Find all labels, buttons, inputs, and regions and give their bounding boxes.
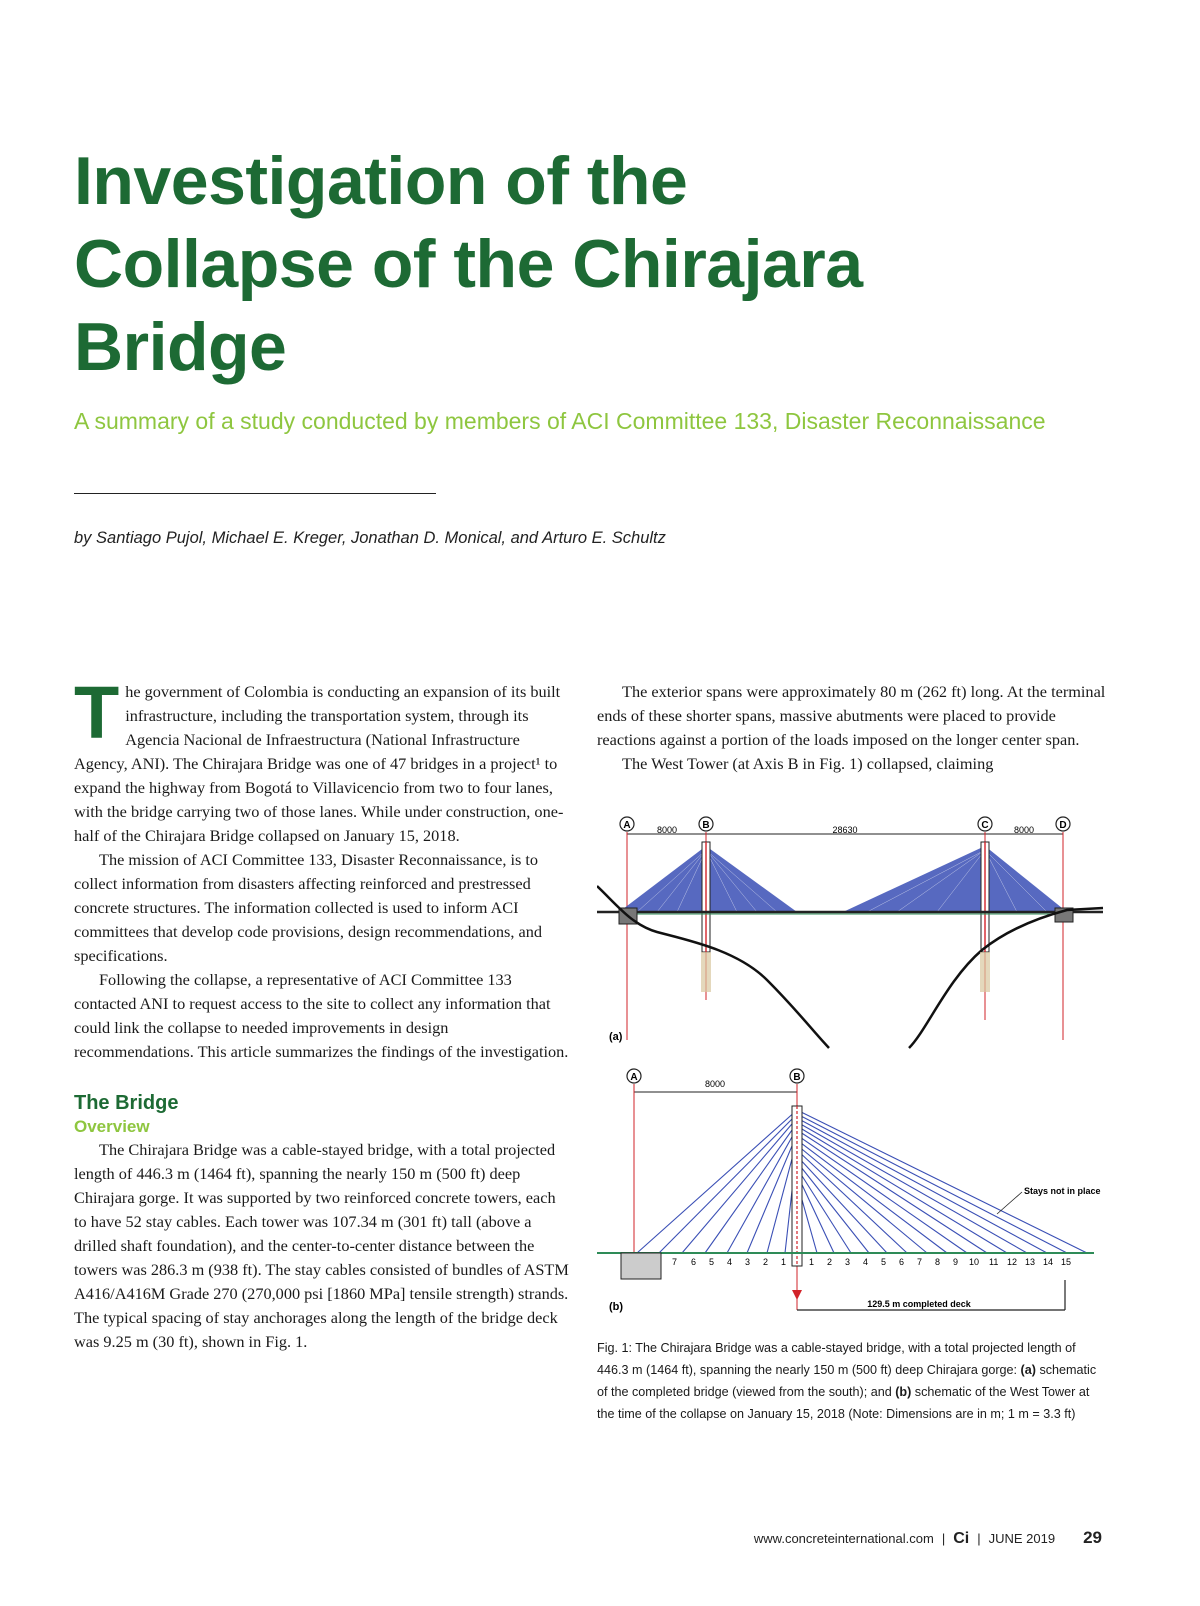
subsection-heading-overview: Overview	[74, 1117, 150, 1136]
caption-text-2: schematic of the completed bridge (viewed from the south); and	[597, 1363, 1097, 1399]
station-right-12: 12	[1007, 1257, 1018, 1267]
caption-label: Fig. 1:	[597, 1341, 632, 1355]
section-heading-bridge: The Bridge	[74, 1092, 179, 1114]
axis-label-a-b: A	[630, 1072, 638, 1083]
caption-b: (b)	[895, 1385, 912, 1399]
dimension-c: 8000	[1013, 825, 1035, 835]
station-left-6: 6	[691, 1257, 697, 1267]
article-title: Investigation of the Collapse of the Chirajara Bridge	[74, 143, 863, 385]
terrain-east	[909, 908, 1103, 1048]
axis-label-c: C	[981, 820, 989, 831]
station-right-10: 10	[969, 1257, 980, 1267]
article-subtitle: A summary of a study conducted by members of ACI Committee 133, Disaster Reconnaissance	[74, 408, 1046, 434]
footer-separator-2: |	[977, 1531, 981, 1546]
panel-label-b: (b)	[609, 1301, 624, 1313]
station-right-11: 11	[989, 1257, 999, 1267]
abutment-b	[621, 1253, 661, 1279]
figure-1	[597, 810, 1107, 1335]
left-column	[74, 671, 572, 1354]
intro-text: he government of Colombia is conducting an expansion of its built infrastructure, including the transportation system, through its Agencia Nacional de Infraestructura (National Infrastructure Agency, ANI). The Chirajara Bridge was one of 47 bridges in a project¹ to expand the highway from Bogotá to Villavicencio from two to four lanes, with the bridge carrying two of those lanes. While under construction, one-half of the Chirajara Bridge collapsed on January 15, 2018.	[74, 682, 564, 845]
axis-label-d: D	[1059, 820, 1067, 831]
east-foundation	[980, 952, 990, 992]
station-left-7: 7	[672, 1257, 678, 1267]
paragraph-west-tower: The West Tower (at Axis B in Fig. 1) collapsed, claiming	[622, 754, 994, 773]
figure-caption	[597, 1337, 1097, 1425]
cable-fan-east	[843, 846, 1067, 912]
cables-b	[637, 1110, 1087, 1253]
paragraph-mission: The mission of ACI Committee 133, Disaster Reconnaissance, is to collect information from disasters affecting reinforced and prestressed concrete structures. The information collected is used to inform ACI committees that develop code provisions, design recommendations, and specifications.	[74, 850, 542, 965]
station-right-3: 3	[845, 1257, 851, 1267]
intro-paragraph	[74, 671, 572, 848]
paragraph-overview: The Chirajara Bridge was a cable-stayed bridge, with a total projected length of 446.3 m (1464 ft), spanning the nearly 150 m (500 ft) deep Chirajara gorge. It was supported by two reinforced concrete towers, each to have 52 stay cables. Each tower was 107.34 m (301 ft) tall (above a drilled shaft foundation), and the center-to-center distance between the towers was 286.3 m (938 ft). The stay cables consisted of bundles of ASTM A416/A416M Grade 270 (270,000 psi [1860 MPa] tensile strength) strands. The typical spacing of stay anchorages along the length of the bridge deck was 9.25 m (30 ft), shown in Fig. 1.	[74, 1140, 569, 1351]
station-right-15: 15	[1061, 1257, 1072, 1267]
panel-b	[597, 1069, 1101, 1313]
dimension-a: 8000	[656, 825, 678, 835]
west-foundation	[701, 952, 711, 992]
caption-text-3: schematic of the West Tower at the time of the collapse on January 15, 2018 (Note: Dimensions are in m; 1 m = 3.3 ft)	[597, 1385, 1090, 1421]
station-left-1: 1	[781, 1257, 787, 1267]
station-right-13: 13	[1025, 1257, 1036, 1267]
page-number: 29	[1083, 1528, 1102, 1547]
station-left-3: 3	[745, 1257, 751, 1267]
title-divider	[74, 493, 436, 494]
caption-text-1: The Chirajara Bridge was a cable-stayed bridge, with a total projected length of 446.3 m (1464 ft), spanning the nearly 150 m (500 ft) deep Chirajara gorge:	[597, 1341, 1076, 1377]
panel-a	[597, 817, 1103, 1048]
deck-note: 129.5 m completed deck	[867, 1299, 971, 1309]
panel-label-a: (a)	[609, 1031, 623, 1043]
drop-cap: T	[74, 671, 120, 754]
axis-label-b: B	[702, 820, 710, 831]
station-left-5: 5	[709, 1257, 715, 1267]
station-right-1: 1	[809, 1257, 815, 1267]
deck-stations	[672, 1257, 1071, 1267]
station-right-14: 14	[1043, 1257, 1054, 1267]
paragraph-exterior-spans: The exterior spans were approximately 80 m (262 ft) long. At the terminal ends of these shorter spans, massive abutments were placed to provide reactions against a portion of the loads imposed on the longer center span.	[597, 682, 1106, 749]
footer-issue: JUNE 2019	[988, 1531, 1056, 1546]
caption-a: (a)	[1020, 1363, 1036, 1377]
dimension-ab: 8000	[704, 1079, 726, 1089]
station-right-5: 5	[881, 1257, 887, 1267]
station-left-2: 2	[763, 1257, 769, 1267]
axis-label-b-b: B	[793, 1072, 801, 1083]
station-left-4: 4	[727, 1257, 733, 1267]
tower-base-marker	[792, 1290, 802, 1300]
station-right-4: 4	[863, 1257, 869, 1267]
axis-label-a: A	[623, 820, 631, 831]
article-byline: by Santiago Pujol, Michael E. Kreger, Jonathan D. Monical, and Arturo E. Schultz	[74, 529, 666, 547]
page-footer	[754, 1528, 1102, 1548]
station-right-7: 7	[917, 1257, 923, 1267]
station-right-6: 6	[899, 1257, 905, 1267]
footer-brand: Ci	[953, 1530, 970, 1547]
stays-note: Stays not in place	[1024, 1186, 1101, 1196]
stays-note-leader	[997, 1192, 1022, 1214]
right-column	[597, 680, 1107, 776]
station-right-8: 8	[935, 1257, 941, 1267]
dimension-b: 28630	[832, 825, 858, 835]
bridge-schematic	[597, 810, 1107, 1330]
footer-url[interactable]: www.concreteinternational.com	[753, 1531, 934, 1546]
footer-separator: |	[941, 1531, 946, 1546]
station-right-2: 2	[827, 1257, 833, 1267]
paragraph-following: Following the collapse, a representative of ACI Committee 133 contacted ANI to request access to the site to collect any information that could link the collapse to needed improvements in design recommendations. This article summarizes the findings of the investigation.	[74, 970, 569, 1061]
station-right-9: 9	[953, 1257, 959, 1267]
